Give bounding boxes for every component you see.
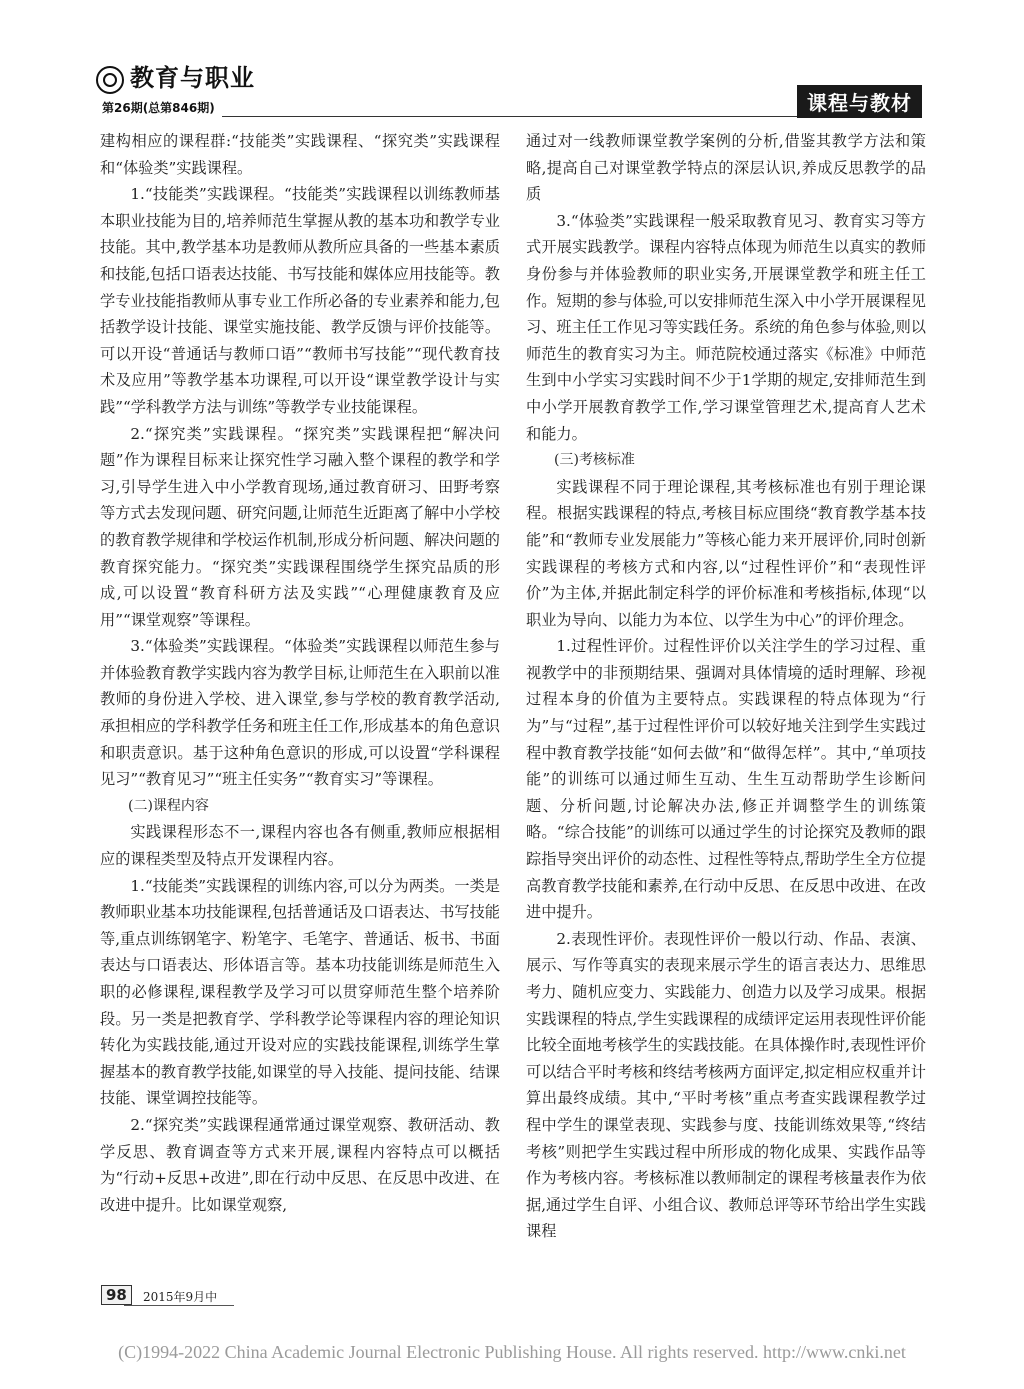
body-paragraph: 2.表现性评价。表现性评价一般以行动、作品、表演、展示、写作等真实的表现来展示学生的语言表达力、思维思考力、随机应变力、实践能力、创造力以及学习成果。根据实践课程的特点,学生实践课程的成绩评定运用表现性评价能比较全面地考核学生的实践技能。在具体操作时,表现性评价可以结合平时考核和终结考核两方面评定,拟定相应权重并计算出最终成绩。其中,“平时考核”重点考查实践课程教学过程中学生的课堂表现、实践参与度、技能训练效果等,“终结考核”则把学生实践过程中所形成的物化成果、实践作品等作为考核内容。考核标准以教师制定的课程考核量表作为依据,通过学生自评、小组合议、教师总评等环节给出学生实践课程 <box>526 929 926 1241</box>
body-paragraph: 2.“探究类”实践课程通常通过课堂观察、教研活动、教学反思、教育调查等方式来开展,课程内容特点可以概括为“行动+反思+改进”,即在行动中反思、在反思中改进、在改进中提升。比如课堂观察, <box>100 1115 500 1214</box>
section-subheading: (二)课程内容 <box>128 797 209 814</box>
left-column <box>100 128 500 1218</box>
section-subheading: (三)考核标准 <box>554 452 635 469</box>
journal-name: 教育与职业 <box>130 63 255 92</box>
section-title: 课程与教材 <box>797 85 922 118</box>
body-paragraph: 1.过程性评价。过程性评价以关注学生的学习过程、重视教学中的非预期结果、强调对具体情境的适时理解、珍视过程本身的价值为主要特点。实践课程的特点体现为“行为”与“过程”,基于过程性评价可以较好地关注到学生实践过程中教育教学技能“如何去做”和“做得怎样”。其中,“单项技能”的训练可以通过师生互动、生生互动帮助学生诊断问题、分析问题,讨论解决办法,修正并调整学生的训练策略。“综合技能”的训练可以通过学生的讨论探究及教师的跟踪指导突出评价的动态性、过程性等特点,帮助学生全方位提高教育教学技能和素养,在行动中反思、在反思中改进、在改进中提升。 <box>526 637 926 922</box>
journal-logo <box>96 58 255 94</box>
body-paragraph: 实践课程形态不一,课程内容也各有侧重,教师应根据相应的课程类型及特点开发课程内容。 <box>100 823 500 869</box>
body-paragraph: 1.“技能类”实践课程的训练内容,可以分为两类。一类是教师职业基本功技能课程,包括普通话及口语表达、书写技能等,重点训练钢笔字、粉笔字、毛笔字、普通话、板书、书面表达与口语表达、形体语言等。基本功技能训练是师范生入职的必修课程,课程教学及学习可以贯穿师范生整个培养阶段。另一类是把教育学、学科教学论等课程内容的理论知识转化为实践技能,通过开设对应的实践技能课程,训练学生掌握基本的教育教学技能,如课堂的导入技能、提问技能、结课技能、课堂调控技能等。 <box>100 876 500 1108</box>
page-number: 98 <box>101 1285 132 1305</box>
body-paragraph: 实践课程不同于理论课程,其考核标准也有别于理论课程。根据实践课程的特点,考核目标应围绕“教育教学基本技能”和“教师专业发展能力”等核心能力来开展评价,同时创新实践课程的考核方式和内容,以“过程性评价”和“表现性评价”为主体,并据此制定科学的评价标准和考核指标,体现“以职业为导向、以能力为本位、以学生为中心”的评价理念。 <box>526 477 926 629</box>
right-column <box>526 128 926 1245</box>
body-paragraph: 2.“探究类”实践课程。“探究类”实践课程把“解决问题”作为课程目标来让探究性学习融入整个课程的教学和学习,引导学生进入中小学教育现场,通过教育研习、田野考察等方式去发现问题、研究问题,让师范生近距离了解中小学校的教育教学规律和学校运作机制,形成分析问题、解决问题的教育探究能力。“探究类”实践课程围绕学生探究品质的形成,可以设置“教育科研方法及实践”“心理健康教育及应用”“课堂观察”等课程。 <box>100 424 500 629</box>
body-paragraph: 3.“体验类”实践课程。“体验类”实践课程以师范生参与并体验教育教学实践内容为教学目标,让师范生在入职前以准教师的身份进入学校、进入课堂,参与学校的教育教学活动,承担相应的学科教学任务和班主任工作,形成基本的角色意识和职责意识。基于这种角色意识的形成,可以设置“学科课程见习”“教育见习”“班主任实务”“教育实习”等课程。 <box>100 637 500 789</box>
body-paragraph: 1.“技能类”实践课程。“技能类”实践课程以训练教师基本职业技能为目的,培养师范生掌握从教的基本功和教学专业技能。其中,教学基本功是教师从教所应具备的一些基本素质和技能,包括口语表达技能、书写技能和媒体应用技能等。教学专业技能指教师从事专业工作所必备的专业素养和能力,包括教学设计技能、课堂实施技能、教学反馈与评价技能等。可以开设“普通话与教师口语”“教师书写技能”“现代教育技术及应用”等教学基本功课程,可以开设“课堂教学设计与实践”“学科教学方法与训练”等教学专业技能课程。 <box>100 185 500 416</box>
issue-date: 2015年9月中 <box>143 1290 218 1304</box>
body-paragraph: 通过对一线教师课堂教学案例的分析,借鉴其教学方法和策略,提高自己对课堂教学特点的深层认识,养成反思教学的品质 <box>526 132 926 204</box>
issue-info: 第26期(总第846期) <box>102 101 215 115</box>
copyright-notice: (C)1994-2022 China Academic Journal Electronic Publishing House. All rights reserved. http://www.cnki.net <box>118 1342 906 1362</box>
body-paragraph: 3.“体验类”实践课程一般采取教育见习、教育实习等方式开展实践教学。课程内容特点体现为师范生以真实的教师身份参与并体验教师的职业实务,开展课堂教学和班主任工作。短期的参与体验,可以安排师范生深入中小学开展课程见习、班主任工作见习等实践任务。系统的角色参与体验,则以师范生的教育实习为主。师范院校通过落实《标准》中师范生到中小学实习实践时间不少于1学期的规定,安排师范生到中小学开展教育教学工作,学习课堂管理艺术,提高育人艺术和能力。 <box>526 211 926 443</box>
body-paragraph: 建构相应的课程群:“技能类”实践课程、“探究类”实践课程和“体验类”实践课程。 <box>100 132 500 177</box>
journal-seal-icon <box>96 66 124 94</box>
footer-divider <box>124 1305 234 1306</box>
